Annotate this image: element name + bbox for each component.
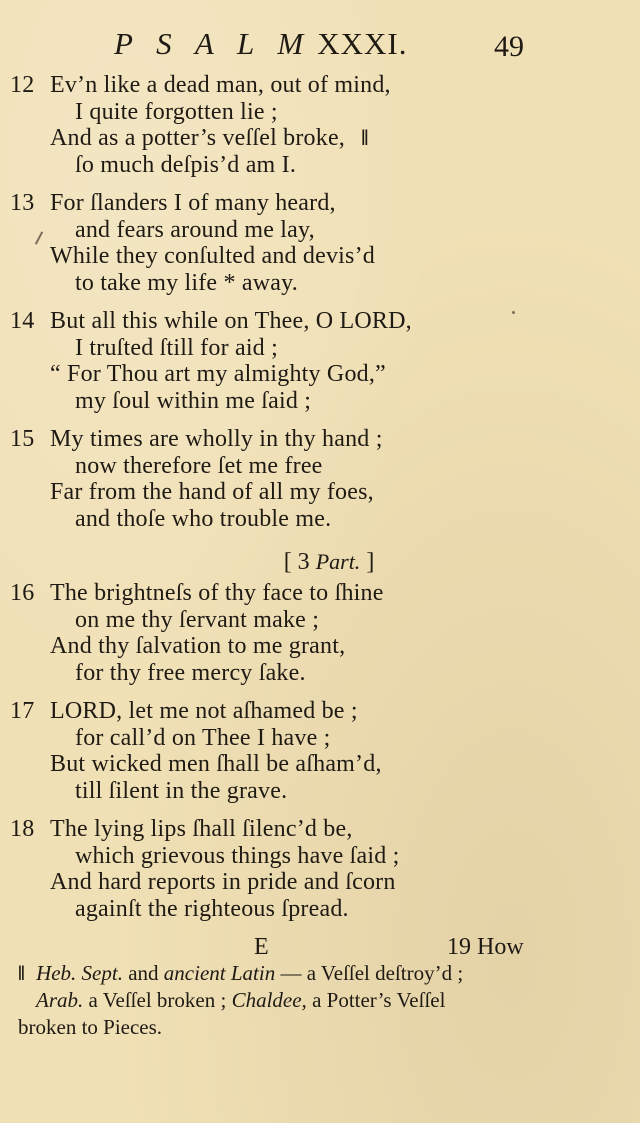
page-number: 49 bbox=[494, 30, 524, 63]
page-header bbox=[0, 26, 640, 66]
footnote-mark: ‖ bbox=[18, 961, 25, 985]
verse-number: 17 bbox=[10, 698, 35, 724]
verse-line bbox=[0, 335, 640, 362]
verse-line bbox=[0, 308, 640, 335]
psalm-number: XXXI. bbox=[317, 26, 408, 61]
footnote-line bbox=[18, 960, 618, 987]
running-head bbox=[114, 26, 407, 62]
verse-number: 15 bbox=[10, 426, 35, 452]
verse-line-text: I quite forgotten lie ; bbox=[75, 98, 278, 125]
verse-line bbox=[0, 580, 640, 607]
verse-line-text: The brightneſs of thy face to ſhine bbox=[50, 580, 384, 606]
verse-line-text: Ev’n like a dead man, out of mind, bbox=[50, 72, 391, 98]
verse-14 bbox=[0, 308, 640, 414]
footnote-source: Arab. bbox=[36, 988, 84, 1012]
footnote-text: broken to Pieces. bbox=[18, 1015, 163, 1039]
verse-line-text: But wicked men ſhall be aſham’d, bbox=[50, 751, 382, 777]
verse-line bbox=[0, 660, 640, 687]
verse-number: 12 bbox=[10, 72, 35, 98]
verse-line bbox=[0, 869, 640, 896]
verse-line-text: and fears around me lay, bbox=[75, 216, 315, 243]
verse-line-text: againſt the righteous ſpread. bbox=[75, 895, 349, 922]
verse-line-text: now therefore ſet me free bbox=[75, 452, 323, 479]
part-open-bracket: [ 3 bbox=[283, 549, 310, 575]
verse-number: 13 bbox=[10, 190, 35, 216]
part-heading bbox=[0, 544, 640, 580]
verse-line-text: Far from the hand of all my foes, bbox=[50, 479, 374, 505]
verse-line-text: And hard reports in pride and ſcorn bbox=[50, 869, 396, 895]
verse-17 bbox=[0, 698, 640, 804]
verse-18 bbox=[0, 816, 640, 922]
verse-line-text: and thoſe who trouble me. bbox=[75, 505, 332, 532]
footnote-line bbox=[18, 987, 618, 1014]
verse-line bbox=[0, 479, 640, 506]
verse-line bbox=[0, 99, 640, 126]
verse-line bbox=[0, 698, 640, 725]
verse-line bbox=[0, 896, 640, 923]
signature-mark: E bbox=[254, 934, 269, 960]
verse-line-text: But all this while on Thee, O LORD, bbox=[50, 308, 412, 334]
verse-line-text: My times are wholly in thy hand ; bbox=[50, 426, 383, 452]
footnote-text: — a Veſſel deſtroy’d ; bbox=[280, 961, 464, 985]
verse-line bbox=[0, 778, 640, 805]
verse-line bbox=[0, 816, 640, 843]
verse-line bbox=[0, 607, 640, 634]
verse-line-text: LORD, let me not aſhamed be ; bbox=[50, 698, 358, 724]
catchword: 19 How bbox=[447, 934, 524, 960]
footnote-source: Chaldee, bbox=[231, 988, 307, 1012]
verse-line bbox=[0, 270, 640, 297]
verse-line bbox=[0, 725, 640, 752]
running-head-title: P S A L M bbox=[114, 26, 312, 61]
verse-line bbox=[0, 388, 640, 415]
verse-12 bbox=[0, 72, 640, 178]
verse-line-text: For ſlanders I of many heard, bbox=[50, 190, 336, 216]
verse-line-text: The lying lips ſhall ſilenc’d be, bbox=[50, 816, 353, 842]
verse-line bbox=[0, 190, 640, 217]
verse-number: 16 bbox=[10, 580, 35, 606]
verse-line-text: my ſoul within me ſaid ; bbox=[75, 387, 312, 414]
footnote-source: ancient Latin bbox=[163, 961, 276, 985]
verse-15 bbox=[0, 426, 640, 532]
verse-line bbox=[0, 361, 640, 388]
footnote-text: a Potter’s Veſſel bbox=[312, 988, 446, 1012]
verse-number: 18 bbox=[10, 816, 35, 842]
footnote-source: Heb. Sept. bbox=[36, 961, 123, 985]
verse-line-text: I truſted ſtill for aid ; bbox=[75, 334, 278, 361]
footnote-text: and bbox=[128, 961, 159, 985]
verse-line-text: While they conſulted and devis’d bbox=[50, 243, 375, 269]
verse-13 bbox=[0, 190, 640, 296]
verse-number: 14 bbox=[10, 308, 35, 334]
verse-line-text: “ For Thou art my almighty God,” bbox=[50, 361, 386, 387]
psalm-text bbox=[0, 72, 640, 968]
verse-line bbox=[0, 633, 640, 660]
verse-line-text: for call’d on Thee I have ; bbox=[75, 724, 331, 751]
footnote-line bbox=[18, 1014, 618, 1041]
verse-line bbox=[0, 152, 640, 179]
verse-line bbox=[0, 453, 640, 480]
verse-16 bbox=[0, 580, 640, 686]
verse-line bbox=[0, 506, 640, 533]
verse-line-text: which grievous things have ſaid ; bbox=[75, 842, 400, 869]
part-label: Part. bbox=[315, 549, 361, 574]
footnote bbox=[18, 960, 618, 1041]
verse-line-text: for thy free mercy ſake. bbox=[75, 659, 306, 686]
verse-line-text: ſo much deſpis’d am I. bbox=[75, 151, 297, 178]
verse-line-text: to take my life * away. bbox=[75, 269, 298, 296]
footnote-reference-mark: ‖ bbox=[361, 125, 369, 150]
verse-line-text: till ſilent in the grave. bbox=[75, 777, 288, 804]
verse-line-text: on me thy ſervant make ; bbox=[75, 606, 320, 633]
verse-line bbox=[0, 217, 640, 244]
verse-line-text: And as a potter’s veſſel broke, bbox=[50, 125, 346, 151]
part-close-bracket: ] bbox=[366, 549, 375, 575]
verse-line-text: And thy ſalvation to me grant, bbox=[50, 633, 346, 659]
verse-line bbox=[0, 843, 640, 870]
footnote-text: a Veſſel broken ; bbox=[88, 988, 227, 1012]
verse-line bbox=[0, 243, 640, 270]
verse-line bbox=[0, 125, 640, 152]
verse-line bbox=[0, 72, 640, 99]
verse-line bbox=[0, 426, 640, 453]
verse-line bbox=[0, 751, 640, 778]
